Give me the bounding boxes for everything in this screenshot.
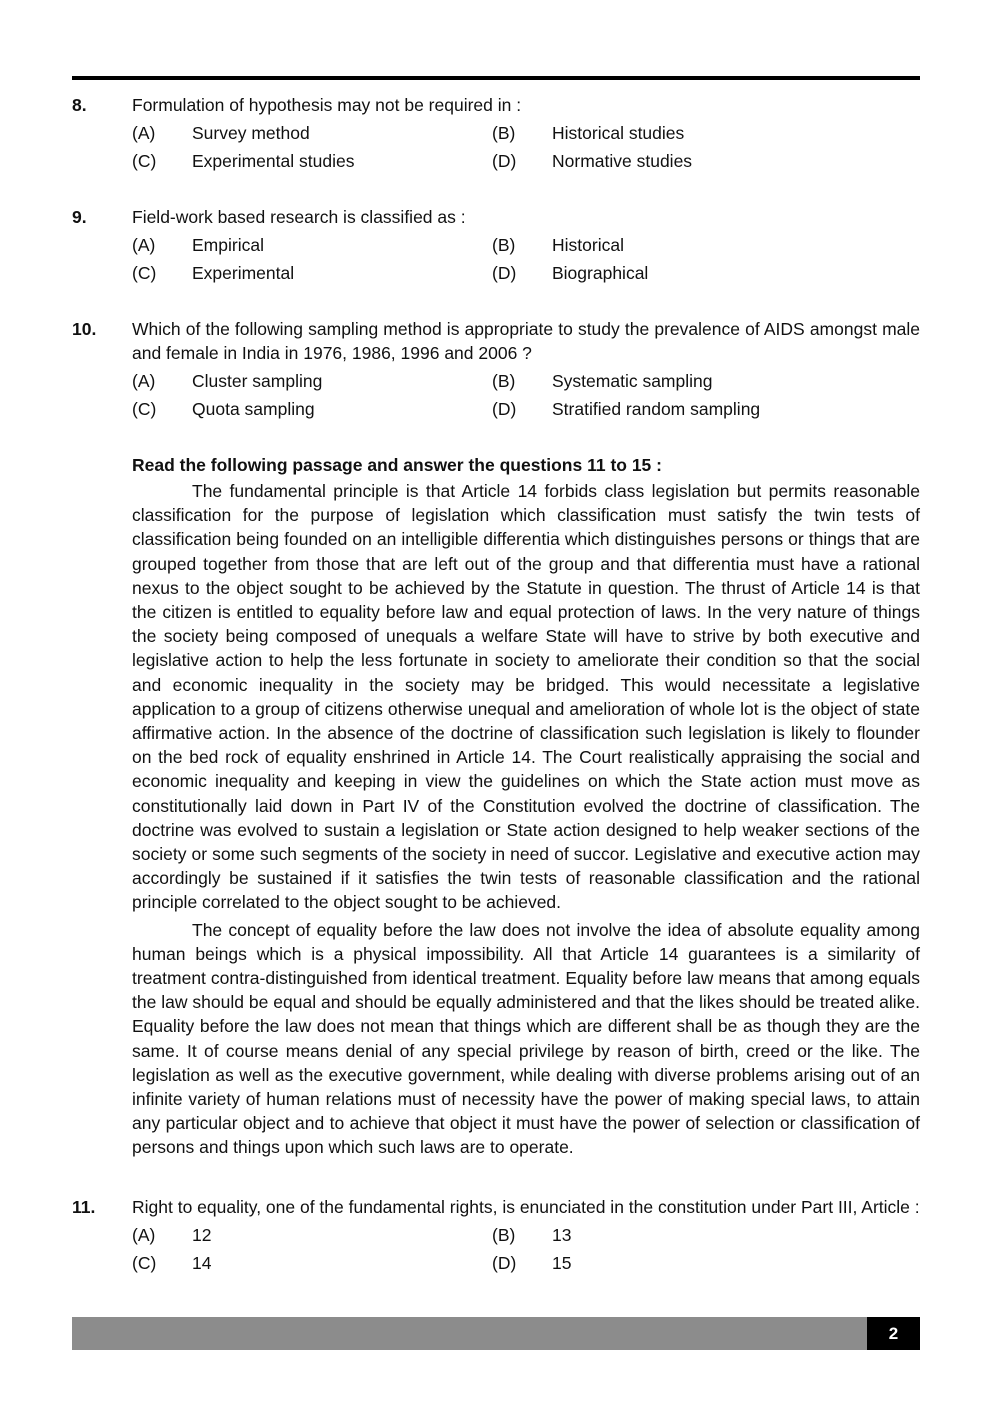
- question-stem: Formulation of hypothesis may not be required in :: [132, 95, 522, 115]
- option-label: (B): [492, 1225, 516, 1245]
- option-text: Cluster sampling: [192, 371, 323, 391]
- option-label: (A): [132, 235, 156, 255]
- header-rule: [72, 76, 920, 80]
- options-row: [132, 393, 920, 421]
- option-label: (D): [492, 1253, 517, 1273]
- passage-paragraph-1: The fundamental principle is that Article 14 forbids class legislation but permits reasonable classification for the purpose of legislation which classification must satisfy the twin tests of classification being founded on an intelligible differentia which distinguishes persons or things that are grouped together from those that are left out of the group and that differentia must have a rational nexus to the object sought to be achieved by the Statute in question. The thrust of Article 14 is that the citizen is entitled to equality before law and equal protection of laws. In the very nature of things the society being composed of unequals a welfare State will have to strive by both executive and legislative action to help the less fortunate in society to ameliorate their condition so that the social and economic inequality in the society may be bridged. This would necessitate a legislative application to a group of citizens otherwise unequal and amelioration of whole lot is the object of state affirmative action. In the absence of the doctrine of classification such legislation is likely to flounder on the bed rock of equality enshrined in Article 14. The Court realistically appraising the social and economic inequality and keeping in view the guidelines on which the State action must move as constitutionally laid down in Part IV of the Constitution evolved the doctrine of classification. The doctrine was evolved to sustain a legislation or State action designed to help weaker sections of the society or some such segments of the society in need of succor. Legislative and executive action may accordingly be sustained if it satisfies the twin tests of reasonable classification and the rational principle correlated to the object sought to be achieved.: [132, 481, 920, 913]
- option-label: (D): [492, 263, 517, 283]
- option-label: (A): [132, 371, 156, 391]
- option-text: Historical: [552, 235, 624, 255]
- passage-paragraph-2: The concept of equality before the law does not involve the idea of absolute equality among human beings which is a physical impossibility. All that Article 14 guarantees is a similarity of treatment contra-distinguished from identical treatment. Equality before law means that among equals the law should be equal and should be equally administered and that the likes should be treated alike. Equality before the law does not mean that things which are different shall be as though they are the same. It of course means denial of any special privilege by reason of birth, creed or the like. The legislation as well as the executive government, while dealing with diverse problems arising out of an infinite variety of human relations must of necessity have the power of making special laws, to attain any particular object and to achieve that object it must have the power of selection or classification of persons and things upon which such laws are to operate.: [132, 919, 920, 1158]
- option-text: 12: [192, 1225, 212, 1245]
- option-text: Normative studies: [552, 151, 693, 171]
- question-9: [72, 205, 920, 285]
- option-text: 15: [552, 1253, 572, 1273]
- question-number: 8.: [72, 95, 87, 115]
- options-row: [132, 145, 920, 173]
- option-text: Experimental: [192, 263, 295, 283]
- page-number: 2: [867, 1317, 920, 1350]
- question-number: 11.: [72, 1197, 96, 1217]
- options-row: [132, 257, 920, 285]
- option-text: Systematic sampling: [552, 371, 713, 391]
- passage-heading: Read the following passage and answer the questions 11 to 15 :: [132, 455, 662, 475]
- option-text: Stratified random sampling: [552, 399, 761, 419]
- option-label: (B): [492, 123, 516, 143]
- options-row: [132, 1219, 920, 1247]
- option-label: (A): [132, 1225, 156, 1245]
- options-row: [132, 117, 920, 145]
- question-stem: Field-work based research is classified as :: [132, 207, 466, 227]
- option-label: (C): [132, 151, 157, 171]
- options-row: [132, 365, 920, 393]
- option-label: (D): [492, 151, 517, 171]
- option-label: (C): [132, 263, 157, 283]
- question-number: 9.: [72, 207, 87, 227]
- option-text: Historical studies: [552, 123, 685, 143]
- option-label: (B): [492, 371, 516, 391]
- question-stem: Which of the following sampling method is appropriate to study the prevalence of AIDS amongst male and female in India in 1976, 1986, 1996 and 2006 ?: [132, 319, 920, 363]
- options-row: [132, 229, 920, 257]
- option-label: (A): [132, 123, 156, 143]
- footer-bar: [72, 1317, 920, 1350]
- options-row: [132, 1247, 920, 1275]
- option-label: (B): [492, 235, 516, 255]
- question-stem: Right to equality, one of the fundamental rights, is enunciated in the constitution under Part III, Article :: [132, 1197, 920, 1217]
- question-10: [72, 317, 920, 421]
- option-text: Biographical: [552, 263, 649, 283]
- question-number: 10.: [72, 319, 97, 339]
- reading-passage: [132, 452, 920, 1160]
- option-text: Quota sampling: [192, 399, 315, 419]
- option-text: Experimental studies: [192, 151, 355, 171]
- option-label: (D): [492, 399, 517, 419]
- option-text: Empirical: [192, 235, 264, 255]
- option-label: (C): [132, 399, 157, 419]
- question-8: [72, 93, 920, 173]
- option-label: (C): [132, 1253, 157, 1273]
- option-text: 13: [552, 1225, 572, 1245]
- option-text: Survey method: [192, 123, 310, 143]
- question-11: [72, 1195, 920, 1275]
- option-text: 14: [192, 1253, 212, 1273]
